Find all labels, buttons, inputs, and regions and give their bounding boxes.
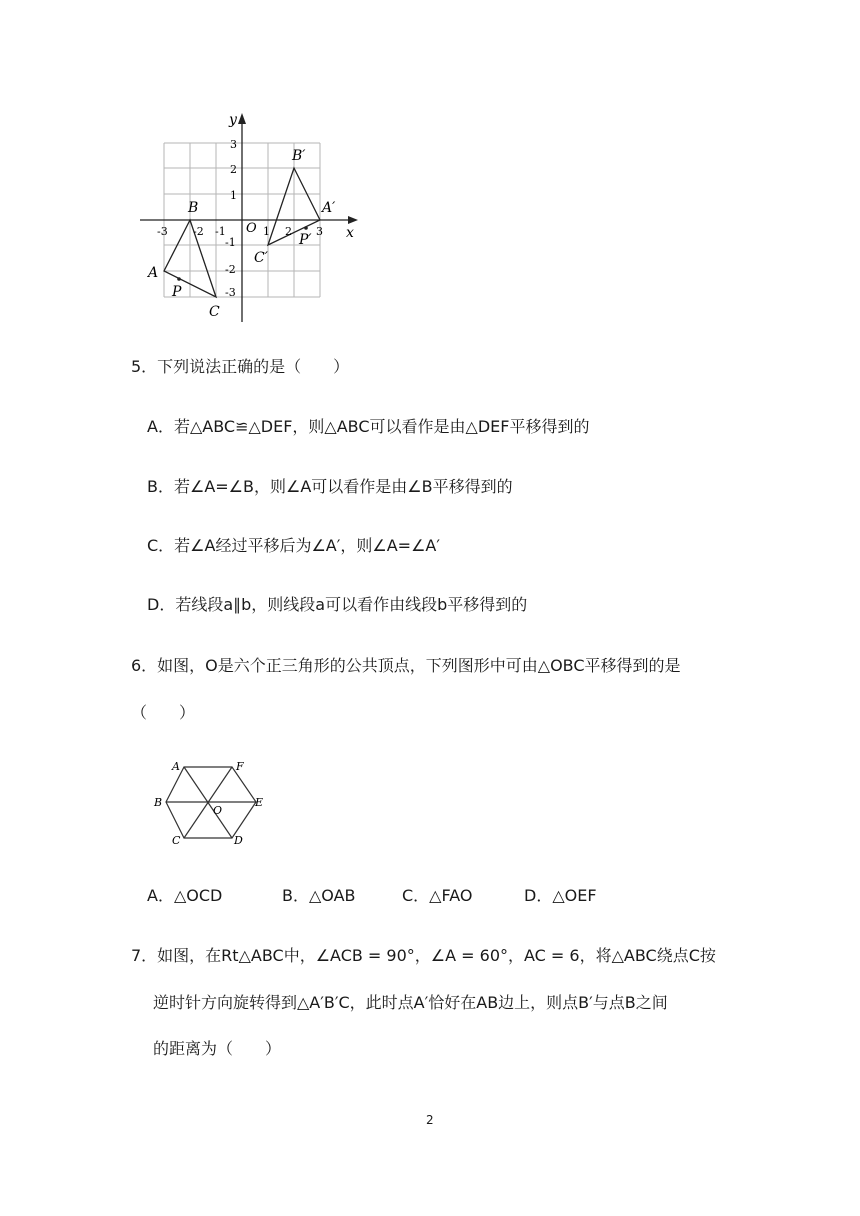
x-tick-label: -3 (157, 225, 168, 238)
q5-option-c[interactable]: C．若∠A经过平移后为∠A′，则∠A=∠A′ (147, 536, 441, 555)
q5-option-b[interactable]: B．若∠A=∠B，则∠A可以看作是由∠B平移得到的 (147, 477, 513, 496)
q6-option-c[interactable]: C．△FAO (402, 886, 473, 905)
coordinate-figure (125, 105, 375, 330)
hexagon-figure (150, 756, 270, 848)
q6-option-d[interactable]: D．△OEF (524, 886, 597, 905)
axis-y-label: y (229, 112, 237, 128)
q6-option-a[interactable]: A．△OCD (147, 886, 223, 905)
q6-option-b[interactable]: B．△OAB (282, 886, 356, 905)
point-label-c: C (209, 304, 220, 320)
point-label-p: P (172, 284, 182, 300)
point-label-b1: B′ (292, 148, 306, 164)
hex-label-b: B (154, 796, 163, 809)
hex-label-f: F (236, 760, 244, 773)
q6-stem-line1: 6．如图，O是六个正三角形的公共顶点，下列图形中可由△OBC平移得到的是 (131, 656, 681, 675)
point-label-p1: P′ (299, 232, 312, 248)
q5-stem: 5．下列说法正确的是（ ） (131, 357, 350, 376)
q7-line1: 7．如图，在Rt△ABC中，∠ACB = 90°，∠A = 60°，AC = 6，将△ABC绕点C按 (131, 946, 716, 965)
q7-line3: 的距离为（ ） (153, 1039, 282, 1058)
point-p1-dot (304, 226, 308, 230)
hex-label-d: D (234, 834, 243, 847)
y-tick-label: 1 (230, 189, 237, 202)
q5-option-d[interactable]: D．若线段a∥b，则线段a可以看作由线段b平移得到的 (147, 595, 528, 614)
x-tick-label: 3 (316, 225, 323, 238)
q6-stem-line2: （ ） (131, 703, 196, 722)
hex-label-c: C (172, 834, 181, 847)
point-label-a: A (148, 265, 159, 281)
x-axis-arrow-icon (348, 216, 358, 224)
x-tick-label: 1 (263, 225, 270, 238)
y-tick-label: -2 (225, 263, 236, 276)
hex-label-a: A (172, 760, 180, 773)
y-axis-arrow-icon (238, 113, 246, 124)
q5-option-a[interactable]: A．若△ABC≌△DEF，则△ABC可以看作是由△DEF平移得到的 (147, 417, 590, 436)
x-tick-label: -2 (193, 225, 204, 238)
point-label-c1: C′ (254, 250, 268, 266)
y-tick-label: -3 (225, 286, 236, 299)
x-tick-label: -1 (215, 225, 226, 238)
x-tick-label: 2 (285, 225, 292, 238)
origin-label: O (246, 221, 257, 236)
y-tick-label: 3 (230, 138, 237, 151)
point-p-dot (177, 277, 181, 281)
point-label-b: B (188, 200, 199, 216)
hex-label-o: O (213, 804, 223, 817)
point-label-a1: A′ (322, 200, 336, 216)
y-tick-label: 2 (230, 163, 237, 176)
q7-line2: 逆时针方向旋转得到△A′B′C，此时点A′恰好在AB边上，则点B′与点B之间 (153, 993, 668, 1012)
hex-label-e: E (255, 796, 264, 809)
page-number: 2 (426, 1113, 434, 1127)
y-tick-label: -1 (225, 236, 236, 249)
axis-x-label: x (346, 225, 354, 241)
